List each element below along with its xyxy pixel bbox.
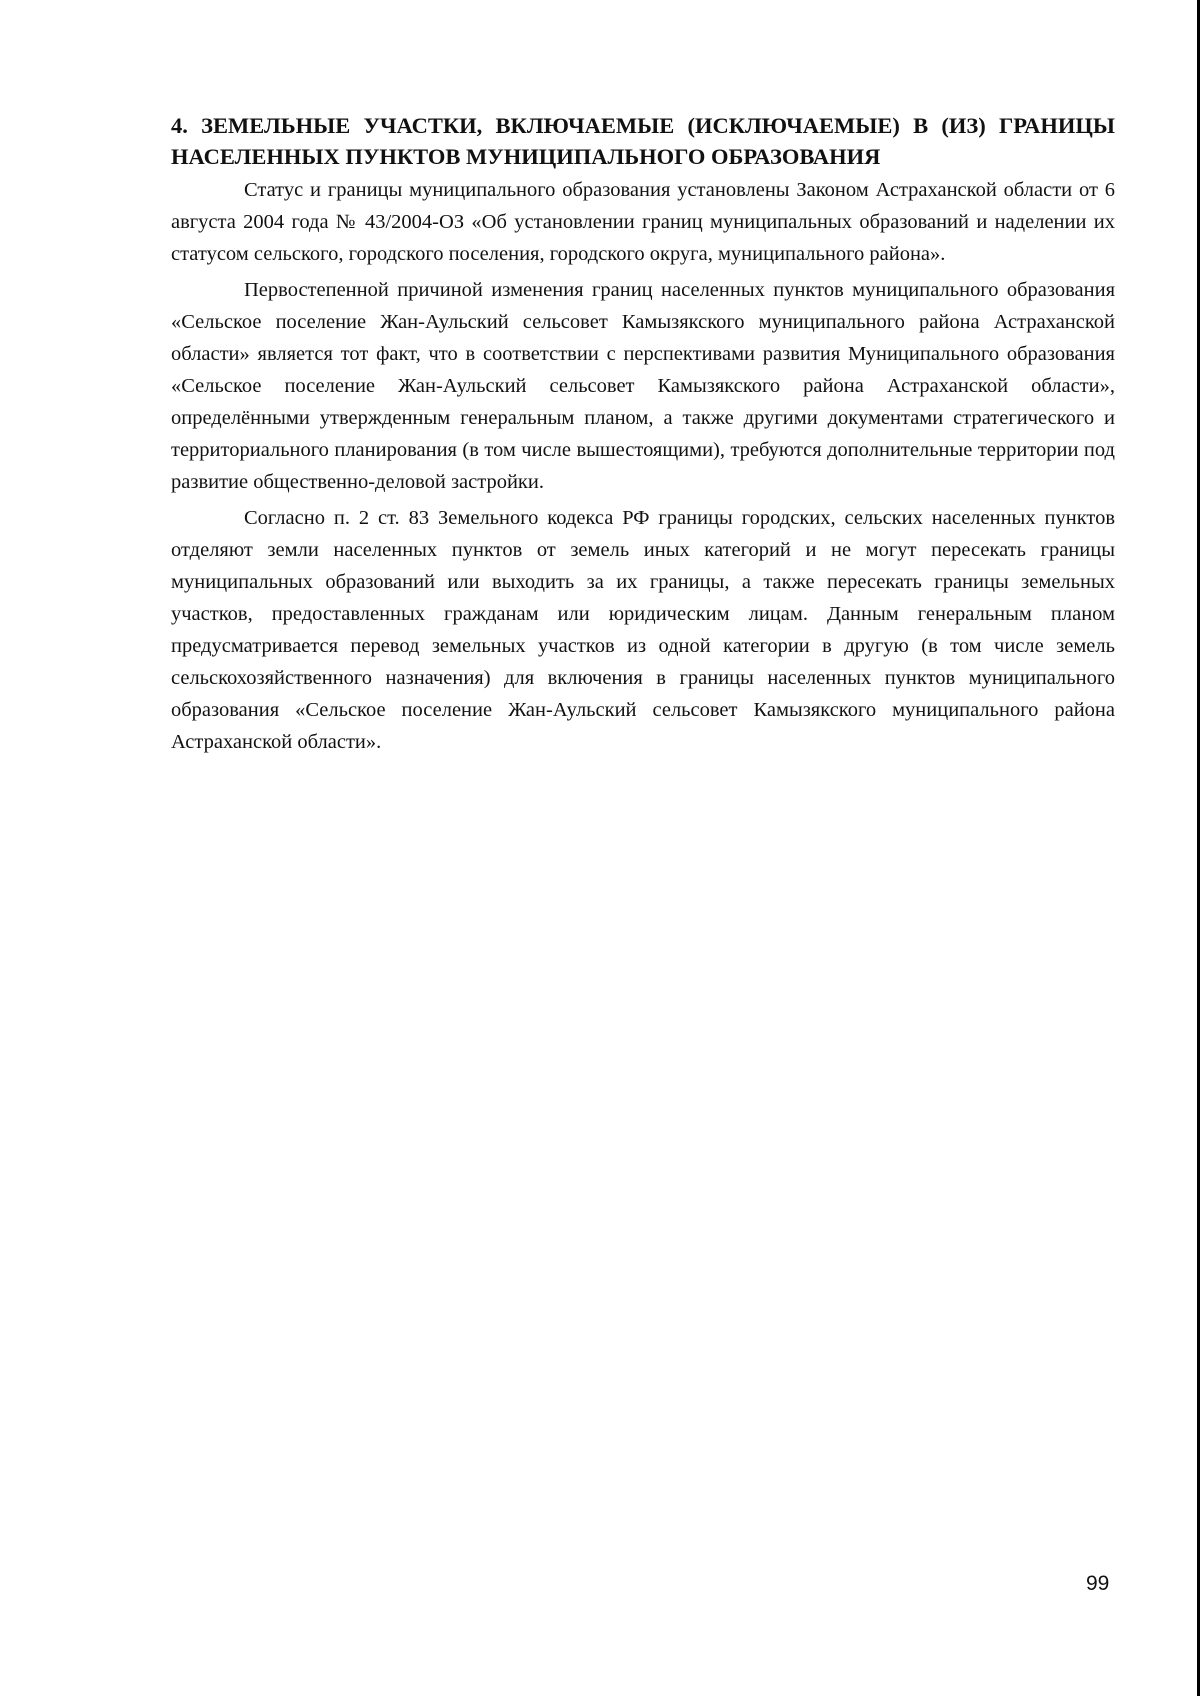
paragraph-land-code: Согласно п. 2 ст. 83 Земельного кодекса РФ границы городских, сельских населенных пунктов отделяют земли населенных пунктов от земель иных категорий и не могут пересекать границы муниципальных образований или выходить за их границы, а также пересекать границы земельных участков, предоставленных гражданам или юридическим лицам. Данным генеральным планом предусматривается перевод земельных участков из одной категории в другую (в том числе земель сельскохозяйственного назначения) для включения в границы населенных пунктов муниципального образования «Сельское поселение Жан-Аульский сельсовет Камызякского муниципального района Астраханской области».: [171, 507, 1115, 753]
paragraph-status: Статус и границы муниципального образования установлены Законом Астраханской области от 6 августа 2004 года № 43/2004-ОЗ «Об установлении границ муниципальных образований и наделении их статусом сельского, городского поселения, городского округа, муниципального района».: [171, 179, 1115, 265]
paragraph-reason: Первостепенной причиной изменения границ населенных пунктов муниципального образования «Сельское поселение Жан-Аульский сельсовет Камызякского муниципального района Астраханской области» является тот факт, что в соответствии с перспективами развития Муниципального образования «Сельское поселение Жан-Аульский сельсовет Камызякского района Астраханской области», определёнными утвержденным генеральным планом, а также другими документами стратегического и территориального планирования (в том числе вышестоящими), требуются дополнительные территории под развитие общественно-деловой застройки.: [171, 279, 1115, 493]
page-content: [171, 110, 1115, 762]
section-heading: 4. ЗЕМЕЛЬНЫЕ УЧАСТКИ, ВКЛЮЧАЕМЫЕ (ИСКЛЮЧАЕМЫЕ) В (ИЗ) ГРАНИЦЫ НАСЕЛЕННЫХ ПУНКТОВ МУНИЦИПАЛЬНОГО ОБРАЗОВАНИЯ: [171, 113, 1115, 169]
page-number: 99: [1086, 1572, 1110, 1595]
